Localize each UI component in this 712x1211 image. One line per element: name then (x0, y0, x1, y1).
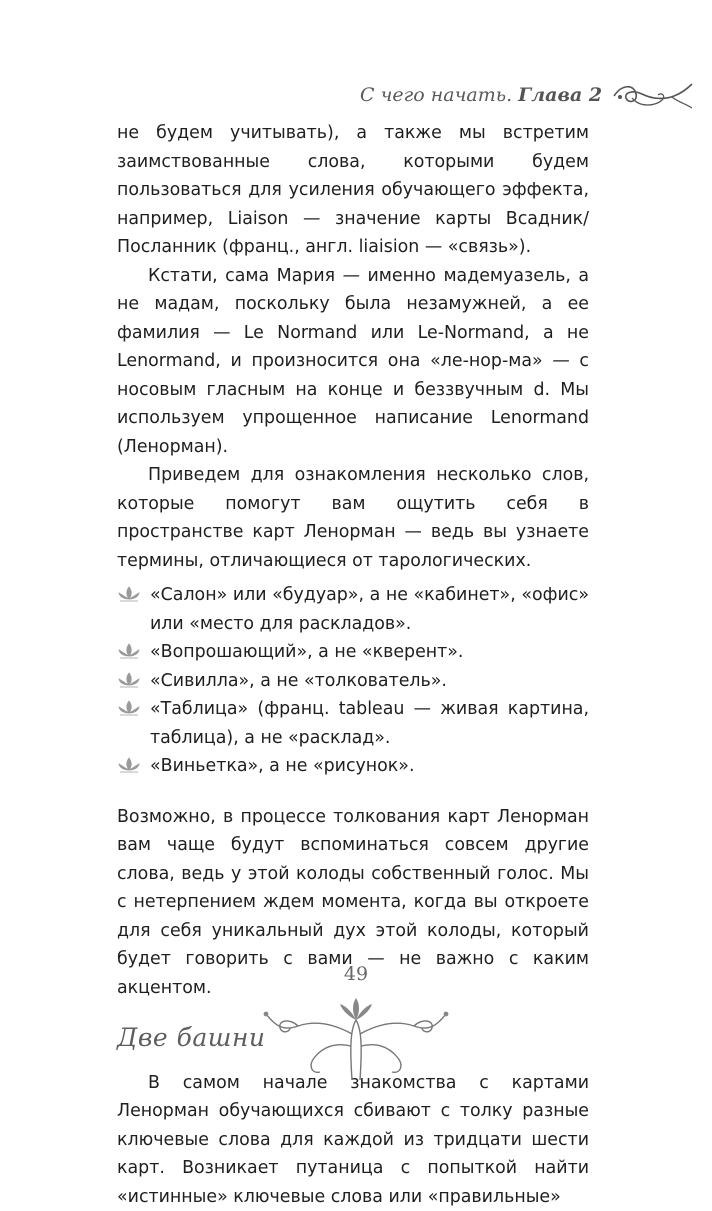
list-item-text: «Виньетка», а не «рисунок». (150, 756, 414, 776)
list-item (117, 581, 589, 638)
paragraph-1: не будем учитывать), а также мы встретим заимствованные слова, которыми будем пользоваться для усиления обучающего эффекта, например, Liaison — значение карты Всадник/Посланник (франц., англ. liaision — «связь»). (117, 119, 589, 262)
paragraph-3: Приведем для ознакомления несколько слов, которые помогут вам ощутить себя в пространстве карт Ленорман — ведь вы узнаете термины, отличающиеся от тарологических. (117, 461, 589, 575)
lotus-bullet-icon (117, 700, 141, 716)
section-title: Две башни (117, 1024, 589, 1053)
header-chapter: Глава 2 (518, 84, 602, 106)
lotus-bullet-icon (117, 643, 141, 659)
running-header (360, 78, 700, 112)
term-list (117, 581, 589, 781)
header-section: С чего начать. (360, 84, 512, 106)
list-item (117, 752, 589, 781)
list-item (117, 667, 589, 696)
flourish-ornament-icon (612, 78, 696, 112)
paragraph-5: В самом начале знакомства с картами Ленорман обучающихся сбивают с толку разные ключевые слова для каждой из тридцати шести карт. Возникает путаница с попыткой найти «истинные» ключевые слова или «правильные» (117, 1069, 589, 1211)
paragraph-2: Кстати, сама Мария — именно мадемуазель, а не мадам, поскольку была незамужней, а ее фамилия — Le Normand или Le-Normand, а не Lenormand, и произносится она «ле-нор-ма» — с носовым гласным на конце и беззвучным d. Мы используем упрощенное написание Lenormand (Ленорман). (117, 262, 589, 462)
list-item (117, 695, 589, 752)
list-item (117, 638, 589, 667)
header-text (360, 84, 602, 106)
floral-ornament-icon (238, 990, 474, 1080)
page-number: 49 (0, 963, 712, 985)
list-item-text: «Таблица» (франц. tableau — живая картина, таблица), а не «расклад». (150, 699, 589, 748)
list-item-text: «Салон» или «будуар», а не «кабинет», «офис» или «место для раскладов». (150, 585, 589, 634)
lotus-bullet-icon (117, 672, 141, 688)
lotus-bullet-icon (117, 757, 141, 773)
list-item-text: «Сивилла», а не «толкователь». (150, 671, 447, 691)
lotus-bullet-icon (117, 586, 141, 602)
list-item-text: «Вопрошающий», а не «кверент». (150, 642, 463, 662)
paragraph-4: Возможно, в процессе толкования карт Ленорман вам чаще будут вспоминаться совсем другие слова, ведь у этой колоды собственный голос. Мы с нетерпением ждем момента, когда вы откроете для себя уникальный дух этой колоды, который будет говорить с вами — не важно с каким акцентом. (117, 803, 589, 1003)
